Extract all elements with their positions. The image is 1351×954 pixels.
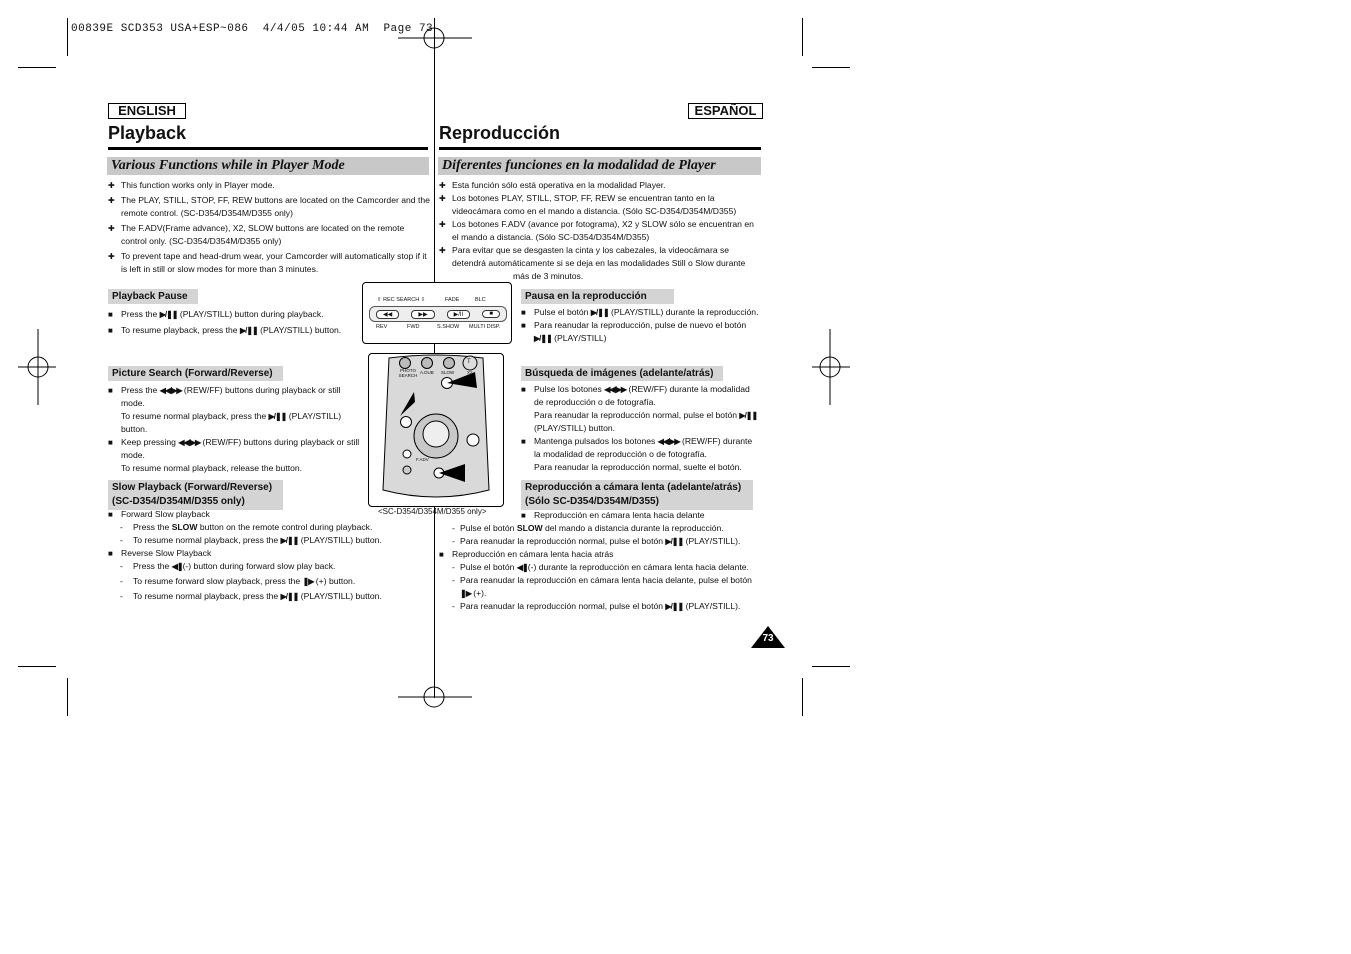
panel-button-row xyxy=(369,306,507,322)
rew-button-icon: ◀◀ xyxy=(376,310,399,319)
panel-label: BLC xyxy=(475,297,486,303)
list-subitem: - Pulse el botón ◀❚(-) durante la reproducción en cámara lenta hacia delante. xyxy=(452,562,749,572)
subheading-camara-lenta xyxy=(521,480,753,510)
list-subitem: - Press the SLOW button on the remote control during playback. xyxy=(120,522,373,532)
list-item: ■ Press the ◀◀/▶▶ (REW/FF) buttons during playback or still mode. To resume normal playback, press the ▶/❚❚ (PLAY/STILL) button. xyxy=(108,385,342,434)
slow-playback-list xyxy=(108,508,428,603)
slow-plus-icon: ❚▶ xyxy=(302,577,314,586)
play-still-icon: ▶/❚❚ xyxy=(665,602,684,611)
play-still-button-icon: ▶/II xyxy=(447,310,471,319)
remote-label: SLOW xyxy=(441,370,455,375)
list-item: ■ Keep pressing ◀◀/▶▶ (REW/FF) buttons during playback or still mode. To resume normal playback, release the button. xyxy=(108,437,360,473)
remote-label: PHOTO SEARCH xyxy=(398,368,418,378)
print-slug: 00839E SCD353 USA+ESP~086 4/4/05 10:44 AM Page 73 xyxy=(71,23,434,35)
subheading-pausa: Pausa en la reproducción xyxy=(521,289,674,304)
rew-ff-icon: ◀◀/▶▶ xyxy=(159,386,182,395)
play-still-icon: ▶/❚❚ xyxy=(159,310,178,319)
panel-label: ⇧ REC SEARCH ⇩ xyxy=(377,297,426,303)
list-item: ✚ Los botones PLAY, STILL, STOP, FF, REW se encuentran tanto en la videocámara como en el mando a distancia. (Sólo SC-D354/D354M/D355) xyxy=(439,193,737,216)
intro-tail-spanish: más de 3 minutos. xyxy=(513,271,584,281)
play-still-icon: ▶/❚❚ xyxy=(739,411,758,420)
registration-mark-bottom xyxy=(0,0,1,1)
list-item: ✚ This function works only in Player mode. xyxy=(108,180,275,190)
rew-ff-icon: ◀◀/▶▶ xyxy=(657,437,680,446)
list-item: ■ Forward Slow playback xyxy=(108,509,210,519)
list-subitem: - To resume normal playback, press the ▶/❚❚ (PLAY/STILL) button. xyxy=(120,591,382,601)
remote-label: F.ADV xyxy=(416,457,429,462)
list-item: ■ Para reanudar la reproducción, pulse de nuevo el botón ▶/❚❚ (PLAY/STILL) xyxy=(521,320,747,343)
remote-caption: <SC-D354/D354M/D355 only> xyxy=(378,507,487,516)
page-number: 73 xyxy=(762,633,774,644)
list-item: ■ Pulse el botón ▶/❚❚ (PLAY/STILL) durante la reproducción. xyxy=(521,307,759,317)
camara-lenta-fwd xyxy=(521,509,761,522)
rew-ff-icon: ◀◀/▶▶ xyxy=(604,385,627,394)
section-heading-spanish: Diferentes funciones en la modalidad de Player xyxy=(438,157,761,175)
page-title-spanish: Reproducción xyxy=(439,123,561,143)
list-item: ✚ Para evitar que se desgasten la cinta y los cabezales, la videocámara se detendrá automáticamente si se deja en las modalidades Still o Slow durante xyxy=(439,245,746,268)
language-tab-english: ENGLISH xyxy=(108,103,186,119)
subheading-picture-search: Picture Search (Forward/Reverse) xyxy=(108,366,283,381)
slow-minus-icon: ◀❚ xyxy=(516,563,528,572)
remote-label: X2 xyxy=(467,370,473,375)
list-item: ■ Reverse Slow Playback xyxy=(108,548,212,558)
list-subitem: - Press the ◀❚(-) button during forward slow play back. xyxy=(120,561,336,571)
language-tab-spanish: ESPAÑOL xyxy=(688,103,763,119)
subheading-slow-playback xyxy=(108,480,283,510)
list-subitem: - Para reanudar la reproducción normal, pulse el botón ▶/❚❚ (PLAY/STILL). xyxy=(452,536,741,546)
pausa-list xyxy=(521,306,761,345)
panel-label: REV xyxy=(376,324,388,330)
panel-label: MULTI DISP. xyxy=(469,324,501,330)
list-item: ■ Reproducción en cámara lenta hacia atrás xyxy=(439,549,614,559)
play-still-icon: ▶/❚❚ xyxy=(268,412,287,421)
remote-control-illustration xyxy=(368,353,504,507)
intro-list-spanish xyxy=(439,179,761,270)
list-subitem: - Para reanudar la reproducción normal, pulse el botón ▶/❚❚ (PLAY/STILL). xyxy=(452,601,741,611)
list-subitem: - To resume normal playback, press the ▶/❚❚ (PLAY/STILL) button. xyxy=(120,535,382,545)
play-still-icon: ▶/❚❚ xyxy=(534,334,552,343)
list-item: ■ Mantenga pulsados los botones ◀◀/▶▶ (REW/FF) durante la modalidad de reproducción o de fotografía. Para reanudar la reproducción normal, suelte el botón. xyxy=(521,436,753,472)
panel-label: FADE xyxy=(445,297,460,303)
play-still-icon: ▶/❚❚ xyxy=(280,592,299,601)
ff-button-icon: ▶▶ xyxy=(411,310,434,319)
remote-t-label: T xyxy=(467,359,471,365)
play-still-icon: ▶/❚❚ xyxy=(590,308,609,317)
list-item: ✚ The PLAY, STILL, STOP, FF, REW buttons are located on the Camcorder and the remote control. (SC-D354/D354M/D355 only) xyxy=(108,195,430,218)
list-subitem: - Para reanudar la reproducción en cámara lenta hacia delante, pulse el botón ❚▶ (+). xyxy=(452,575,752,598)
subheading-line: (SC-D354/D354M/D355 only) xyxy=(112,496,245,507)
camara-lenta-list xyxy=(439,522,761,613)
panel-label: S.SHOW xyxy=(437,324,460,330)
subheading-line: (Sólo SC-D354/D354M/D355) xyxy=(525,496,659,507)
slow-plus-icon: ❚▶ xyxy=(460,589,471,598)
subheading-line: Reproducción a cámara lenta (adelante/atrás) xyxy=(525,482,742,493)
page-title-english: Playback xyxy=(108,123,187,143)
list-item: ■ Pulse los botones ◀◀/▶▶ (REW/FF) durante la modalidad de reproducción o de fotografía. Para reanudar la reproducción normal, pulse el botón ▶/❚❚ (PLAY/STILL) button. xyxy=(521,384,758,433)
list-item: ■ Reproducción en cámara lenta hacia delante xyxy=(521,510,705,520)
subheading-line: Slow Playback (Forward/Reverse) xyxy=(112,482,273,493)
list-subitem: - Pulse el botón SLOW del mando a distancia durante la reproducción. xyxy=(452,523,724,533)
list-item: ■ To resume playback, press the ▶/❚❚ (PLAY/STILL) button. xyxy=(108,325,342,335)
panel-label: FWD xyxy=(407,324,420,330)
slow-minus-icon: ◀❚ xyxy=(171,562,183,571)
rew-ff-icon: ◀◀/▶▶ xyxy=(178,438,201,447)
title-rule-english xyxy=(108,147,428,150)
picture-search-list xyxy=(108,384,360,475)
camcorder-button-panel xyxy=(362,282,512,344)
play-still-icon: ▶/❚❚ xyxy=(280,536,299,545)
list-item: ✚ To prevent tape and head-drum wear, your Camcorder will automatically stop if it is left in still or slow modes for more than 3 minutes. xyxy=(108,251,427,274)
busqueda-list xyxy=(521,383,761,474)
list-item: ✚ Los botones F.ADV (avance por fotograma), X2 y SLOW sólo se encuentran en el mando a distancia. (Sólo SC-D354/D354M/D355) xyxy=(439,219,754,242)
list-subitem: - To resume forward slow playback, press the ❚▶ (+) button. xyxy=(120,576,356,586)
play-still-icon: ▶/❚❚ xyxy=(239,326,258,335)
subheading-playback-pause: Playback Pause xyxy=(108,289,198,304)
playback-pause-list xyxy=(108,308,363,337)
play-still-icon: ▶/❚❚ xyxy=(665,537,684,546)
remote-label: A.DUB xyxy=(420,370,434,375)
title-rule-spanish xyxy=(439,147,761,150)
section-heading-english: Various Functions while in Player Mode xyxy=(107,157,429,175)
list-item: ✚ Esta función sólo está operativa en la modalidad Player. xyxy=(439,180,666,190)
remote-drawing xyxy=(369,354,503,506)
subheading-busqueda: Búsqueda de imágenes (adelante/atrás) xyxy=(521,366,723,381)
list-item: ✚ The F.ADV(Frame advance), X2, SLOW buttons are located on the remote control only. (SC-D354/D354M/D355 only) xyxy=(108,223,405,246)
list-item: ■ Press the ▶/❚❚ (PLAY/STILL) button during playback. xyxy=(108,309,324,319)
intro-list-english xyxy=(108,179,430,276)
stop-button-icon: ■ xyxy=(482,310,500,318)
